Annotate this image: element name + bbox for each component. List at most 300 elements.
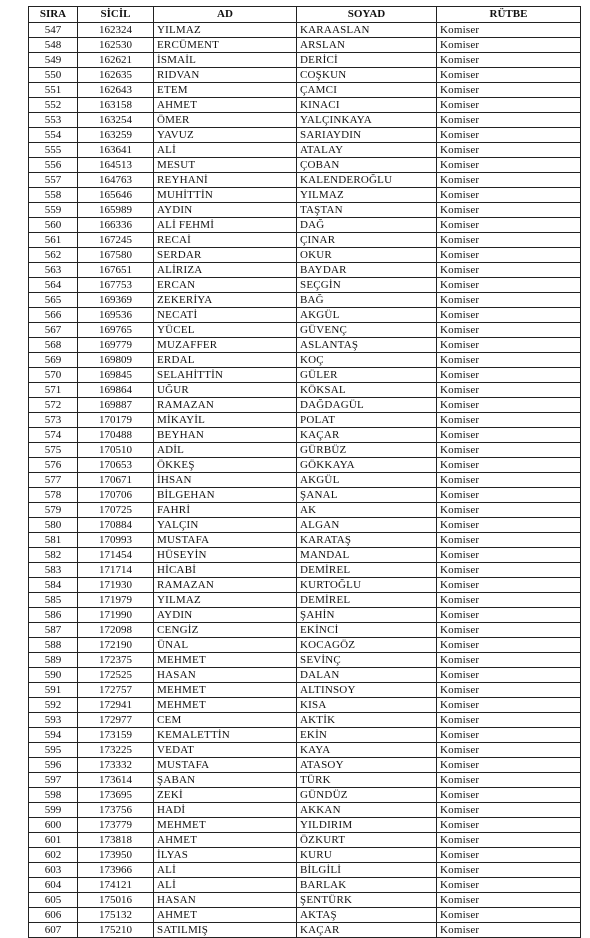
cell-sicil: 173779 bbox=[78, 818, 154, 833]
cell-rutbe: Komiser bbox=[437, 863, 581, 878]
cell-ad: HÜSEYİN bbox=[154, 548, 297, 563]
cell-sira: 584 bbox=[29, 578, 78, 593]
cell-ad: MUSTAFA bbox=[154, 533, 297, 548]
cell-rutbe: Komiser bbox=[437, 878, 581, 893]
cell-soyad: ÖZKURT bbox=[297, 833, 437, 848]
cell-sira: 556 bbox=[29, 158, 78, 173]
cell-sira: 598 bbox=[29, 788, 78, 803]
cell-rutbe: Komiser bbox=[437, 503, 581, 518]
table-row bbox=[29, 713, 581, 728]
cell-sira: 547 bbox=[29, 23, 78, 38]
cell-ad: MEHMET bbox=[154, 818, 297, 833]
table-row bbox=[29, 143, 581, 158]
cell-sira: 553 bbox=[29, 113, 78, 128]
cell-sicil: 167580 bbox=[78, 248, 154, 263]
cell-ad: VEDAT bbox=[154, 743, 297, 758]
cell-soyad: KAYA bbox=[297, 743, 437, 758]
cell-soyad: COŞKUN bbox=[297, 68, 437, 83]
table-row bbox=[29, 698, 581, 713]
cell-rutbe: Komiser bbox=[437, 383, 581, 398]
cell-soyad: OKUR bbox=[297, 248, 437, 263]
cell-sira: 583 bbox=[29, 563, 78, 578]
cell-sicil: 167753 bbox=[78, 278, 154, 293]
cell-soyad: GÜVENÇ bbox=[297, 323, 437, 338]
cell-sicil: 172525 bbox=[78, 668, 154, 683]
cell-sira: 568 bbox=[29, 338, 78, 353]
cell-soyad: DEMİREL bbox=[297, 593, 437, 608]
cell-sira: 579 bbox=[29, 503, 78, 518]
cell-ad: ALİ bbox=[154, 863, 297, 878]
cell-rutbe: Komiser bbox=[437, 323, 581, 338]
cell-sicil: 169369 bbox=[78, 293, 154, 308]
cell-ad: ALİ bbox=[154, 878, 297, 893]
cell-sicil: 163641 bbox=[78, 143, 154, 158]
cell-sicil: 173950 bbox=[78, 848, 154, 863]
cell-sira: 569 bbox=[29, 353, 78, 368]
cell-soyad: YILMAZ bbox=[297, 188, 437, 203]
cell-rutbe: Komiser bbox=[437, 743, 581, 758]
cell-rutbe: Komiser bbox=[437, 593, 581, 608]
cell-sicil: 169864 bbox=[78, 383, 154, 398]
cell-rutbe: Komiser bbox=[437, 713, 581, 728]
cell-ad: MEHMET bbox=[154, 698, 297, 713]
cell-ad: İSMAİL bbox=[154, 53, 297, 68]
cell-sicil: 162635 bbox=[78, 68, 154, 83]
cell-ad: AHMET bbox=[154, 98, 297, 113]
cell-sira: 548 bbox=[29, 38, 78, 53]
cell-soyad: KAÇAR bbox=[297, 923, 437, 938]
cell-sicil: 171979 bbox=[78, 593, 154, 608]
header-rutbe: RÜTBE bbox=[437, 7, 581, 23]
table-row bbox=[29, 923, 581, 938]
cell-ad: ERDAL bbox=[154, 353, 297, 368]
cell-soyad: ŞANAL bbox=[297, 488, 437, 503]
cell-sicil: 170671 bbox=[78, 473, 154, 488]
table-row bbox=[29, 458, 581, 473]
table-row bbox=[29, 413, 581, 428]
cell-sira: 602 bbox=[29, 848, 78, 863]
cell-rutbe: Komiser bbox=[437, 98, 581, 113]
cell-sicil: 169779 bbox=[78, 338, 154, 353]
table-row bbox=[29, 278, 581, 293]
cell-soyad: DERİCİ bbox=[297, 53, 437, 68]
cell-soyad: KAÇAR bbox=[297, 428, 437, 443]
cell-ad: RAMAZAN bbox=[154, 398, 297, 413]
cell-sira: 599 bbox=[29, 803, 78, 818]
cell-rutbe: Komiser bbox=[437, 578, 581, 593]
cell-sicil: 170993 bbox=[78, 533, 154, 548]
table-row bbox=[29, 863, 581, 878]
cell-rutbe: Komiser bbox=[437, 908, 581, 923]
cell-sira: 597 bbox=[29, 773, 78, 788]
cell-rutbe: Komiser bbox=[437, 788, 581, 803]
table-row bbox=[29, 293, 581, 308]
cell-soyad: KISA bbox=[297, 698, 437, 713]
table-row bbox=[29, 233, 581, 248]
table-row bbox=[29, 428, 581, 443]
cell-sicil: 171714 bbox=[78, 563, 154, 578]
cell-rutbe: Komiser bbox=[437, 833, 581, 848]
cell-rutbe: Komiser bbox=[437, 353, 581, 368]
cell-ad: RIDVAN bbox=[154, 68, 297, 83]
cell-ad: ETEM bbox=[154, 83, 297, 98]
cell-sira: 560 bbox=[29, 218, 78, 233]
table-row bbox=[29, 593, 581, 608]
cell-rutbe: Komiser bbox=[437, 278, 581, 293]
cell-sicil: 162643 bbox=[78, 83, 154, 98]
cell-sira: 575 bbox=[29, 443, 78, 458]
cell-rutbe: Komiser bbox=[437, 818, 581, 833]
cell-sira: 589 bbox=[29, 653, 78, 668]
cell-ad: MESUT bbox=[154, 158, 297, 173]
cell-ad: ERCÜMENT bbox=[154, 38, 297, 53]
cell-sicil: 172190 bbox=[78, 638, 154, 653]
cell-soyad: DAĞ bbox=[297, 218, 437, 233]
cell-soyad: YALÇINKAYA bbox=[297, 113, 437, 128]
cell-sicil: 169536 bbox=[78, 308, 154, 323]
cell-sira: 578 bbox=[29, 488, 78, 503]
cell-soyad: ASLANTAŞ bbox=[297, 338, 437, 353]
cell-soyad: SEVİNÇ bbox=[297, 653, 437, 668]
cell-ad: BEYHAN bbox=[154, 428, 297, 443]
table-row bbox=[29, 803, 581, 818]
cell-rutbe: Komiser bbox=[437, 23, 581, 38]
cell-sira: 554 bbox=[29, 128, 78, 143]
cell-sicil: 170884 bbox=[78, 518, 154, 533]
cell-sira: 592 bbox=[29, 698, 78, 713]
cell-rutbe: Komiser bbox=[437, 608, 581, 623]
table-row bbox=[29, 368, 581, 383]
cell-soyad: AKTAŞ bbox=[297, 908, 437, 923]
cell-soyad: ÇAMCI bbox=[297, 83, 437, 98]
table-row bbox=[29, 68, 581, 83]
cell-soyad: KÖKSAL bbox=[297, 383, 437, 398]
table-row bbox=[29, 848, 581, 863]
cell-sicil: 172941 bbox=[78, 698, 154, 713]
cell-rutbe: Komiser bbox=[437, 143, 581, 158]
cell-rutbe: Komiser bbox=[437, 518, 581, 533]
cell-sira: 607 bbox=[29, 923, 78, 938]
cell-soyad: KURU bbox=[297, 848, 437, 863]
cell-sicil: 169765 bbox=[78, 323, 154, 338]
cell-rutbe: Komiser bbox=[437, 158, 581, 173]
table-row bbox=[29, 878, 581, 893]
cell-ad: ERCAN bbox=[154, 278, 297, 293]
cell-rutbe: Komiser bbox=[437, 803, 581, 818]
cell-soyad: ATALAY bbox=[297, 143, 437, 158]
cell-sira: 573 bbox=[29, 413, 78, 428]
cell-ad: RAMAZAN bbox=[154, 578, 297, 593]
cell-ad: HİCABİ bbox=[154, 563, 297, 578]
cell-sicil: 172098 bbox=[78, 623, 154, 638]
cell-rutbe: Komiser bbox=[437, 533, 581, 548]
cell-rutbe: Komiser bbox=[437, 263, 581, 278]
cell-ad: SATILMIŞ bbox=[154, 923, 297, 938]
cell-sira: 559 bbox=[29, 203, 78, 218]
cell-soyad: DEMİREL bbox=[297, 563, 437, 578]
cell-soyad: ŞAHİN bbox=[297, 608, 437, 623]
cell-sira: 605 bbox=[29, 893, 78, 908]
cell-sicil: 165989 bbox=[78, 203, 154, 218]
cell-rutbe: Komiser bbox=[437, 488, 581, 503]
table-row bbox=[29, 263, 581, 278]
cell-soyad: ALTINSOY bbox=[297, 683, 437, 698]
cell-sicil: 173225 bbox=[78, 743, 154, 758]
cell-rutbe: Komiser bbox=[437, 83, 581, 98]
cell-rutbe: Komiser bbox=[437, 683, 581, 698]
table-row bbox=[29, 563, 581, 578]
cell-sira: 567 bbox=[29, 323, 78, 338]
table-row bbox=[29, 503, 581, 518]
cell-rutbe: Komiser bbox=[437, 773, 581, 788]
cell-soyad: KOÇ bbox=[297, 353, 437, 368]
cell-ad: ALİRIZA bbox=[154, 263, 297, 278]
cell-soyad: GÜLER bbox=[297, 368, 437, 383]
cell-sira: 585 bbox=[29, 593, 78, 608]
cell-ad: MUZAFFER bbox=[154, 338, 297, 353]
cell-soyad: ALGAN bbox=[297, 518, 437, 533]
personnel-table bbox=[28, 6, 581, 938]
cell-rutbe: Komiser bbox=[437, 653, 581, 668]
cell-ad: MİKAYİL bbox=[154, 413, 297, 428]
cell-sira: 551 bbox=[29, 83, 78, 98]
cell-sira: 566 bbox=[29, 308, 78, 323]
table-row bbox=[29, 98, 581, 113]
cell-sira: 576 bbox=[29, 458, 78, 473]
cell-sira: 558 bbox=[29, 188, 78, 203]
cell-sicil: 170706 bbox=[78, 488, 154, 503]
cell-ad: NECATİ bbox=[154, 308, 297, 323]
cell-soyad: BİLGİLİ bbox=[297, 863, 437, 878]
cell-sira: 570 bbox=[29, 368, 78, 383]
cell-rutbe: Komiser bbox=[437, 338, 581, 353]
table-row bbox=[29, 173, 581, 188]
cell-soyad: DAĞDAGÜL bbox=[297, 398, 437, 413]
cell-soyad: GÜRBÜZ bbox=[297, 443, 437, 458]
cell-ad: YAVUZ bbox=[154, 128, 297, 143]
table-row bbox=[29, 743, 581, 758]
cell-sicil: 169809 bbox=[78, 353, 154, 368]
cell-sira: 586 bbox=[29, 608, 78, 623]
cell-rutbe: Komiser bbox=[437, 443, 581, 458]
cell-soyad: KARATAŞ bbox=[297, 533, 437, 548]
cell-ad: RECAİ bbox=[154, 233, 297, 248]
cell-sira: 604 bbox=[29, 878, 78, 893]
cell-sira: 561 bbox=[29, 233, 78, 248]
cell-ad: SERDAR bbox=[154, 248, 297, 263]
cell-ad: REYHANİ bbox=[154, 173, 297, 188]
cell-soyad: EKİN bbox=[297, 728, 437, 743]
cell-rutbe: Komiser bbox=[437, 698, 581, 713]
cell-soyad: AKGÜL bbox=[297, 308, 437, 323]
cell-soyad: AKKAN bbox=[297, 803, 437, 818]
cell-ad: MEHMET bbox=[154, 653, 297, 668]
cell-sira: 595 bbox=[29, 743, 78, 758]
cell-sira: 603 bbox=[29, 863, 78, 878]
cell-sira: 571 bbox=[29, 383, 78, 398]
cell-rutbe: Komiser bbox=[437, 368, 581, 383]
cell-sira: 557 bbox=[29, 173, 78, 188]
cell-sicil: 175132 bbox=[78, 908, 154, 923]
table-row bbox=[29, 218, 581, 233]
cell-rutbe: Komiser bbox=[437, 38, 581, 53]
cell-ad: ALİ FEHMİ bbox=[154, 218, 297, 233]
table-row bbox=[29, 578, 581, 593]
cell-sira: 591 bbox=[29, 683, 78, 698]
cell-sicil: 175210 bbox=[78, 923, 154, 938]
cell-rutbe: Komiser bbox=[437, 68, 581, 83]
cell-soyad: BAYDAR bbox=[297, 263, 437, 278]
cell-ad: CENGİZ bbox=[154, 623, 297, 638]
cell-sira: 577 bbox=[29, 473, 78, 488]
cell-ad: HADİ bbox=[154, 803, 297, 818]
cell-sicil: 174121 bbox=[78, 878, 154, 893]
table-body bbox=[29, 23, 581, 938]
table-row bbox=[29, 668, 581, 683]
header-sicil: SİCİL bbox=[78, 7, 154, 23]
cell-sira: 600 bbox=[29, 818, 78, 833]
cell-sicil: 172757 bbox=[78, 683, 154, 698]
cell-rutbe: Komiser bbox=[437, 548, 581, 563]
cell-soyad: ÇINAR bbox=[297, 233, 437, 248]
cell-sicil: 170725 bbox=[78, 503, 154, 518]
cell-sicil: 172375 bbox=[78, 653, 154, 668]
cell-sicil: 173756 bbox=[78, 803, 154, 818]
table-row bbox=[29, 323, 581, 338]
cell-sira: 581 bbox=[29, 533, 78, 548]
cell-ad: AYDIN bbox=[154, 608, 297, 623]
cell-ad: MEHMET bbox=[154, 683, 297, 698]
cell-soyad: TAŞTAN bbox=[297, 203, 437, 218]
cell-rutbe: Komiser bbox=[437, 233, 581, 248]
cell-rutbe: Komiser bbox=[437, 53, 581, 68]
cell-sicil: 162621 bbox=[78, 53, 154, 68]
cell-soyad: KURTOĞLU bbox=[297, 578, 437, 593]
table-row bbox=[29, 158, 581, 173]
table-row bbox=[29, 53, 581, 68]
cell-ad: MUSTAFA bbox=[154, 758, 297, 773]
cell-rutbe: Komiser bbox=[437, 563, 581, 578]
cell-rutbe: Komiser bbox=[437, 623, 581, 638]
table-row bbox=[29, 353, 581, 368]
document-page bbox=[28, 6, 580, 938]
table-row bbox=[29, 398, 581, 413]
cell-sira: 572 bbox=[29, 398, 78, 413]
cell-sicil: 170488 bbox=[78, 428, 154, 443]
cell-sicil: 173695 bbox=[78, 788, 154, 803]
cell-soyad: ARSLAN bbox=[297, 38, 437, 53]
cell-soyad: BARLAK bbox=[297, 878, 437, 893]
cell-sicil: 166336 bbox=[78, 218, 154, 233]
table-row bbox=[29, 818, 581, 833]
cell-sicil: 171990 bbox=[78, 608, 154, 623]
header-soyad: SOYAD bbox=[297, 7, 437, 23]
table-row bbox=[29, 608, 581, 623]
cell-ad: KEMALETTİN bbox=[154, 728, 297, 743]
cell-sicil: 167651 bbox=[78, 263, 154, 278]
table-header-row bbox=[29, 7, 581, 23]
cell-sicil: 164763 bbox=[78, 173, 154, 188]
cell-rutbe: Komiser bbox=[437, 923, 581, 938]
table-row bbox=[29, 128, 581, 143]
table-row bbox=[29, 38, 581, 53]
cell-sicil: 163259 bbox=[78, 128, 154, 143]
cell-rutbe: Komiser bbox=[437, 248, 581, 263]
cell-rutbe: Komiser bbox=[437, 128, 581, 143]
cell-ad: İLYAS bbox=[154, 848, 297, 863]
cell-ad: ÖMER bbox=[154, 113, 297, 128]
table-row bbox=[29, 518, 581, 533]
cell-rutbe: Komiser bbox=[437, 638, 581, 653]
cell-ad: HASAN bbox=[154, 668, 297, 683]
table-row bbox=[29, 623, 581, 638]
cell-ad: YALÇIN bbox=[154, 518, 297, 533]
cell-ad: ADİL bbox=[154, 443, 297, 458]
cell-soyad: ÇOBAN bbox=[297, 158, 437, 173]
cell-ad: BİLGEHAN bbox=[154, 488, 297, 503]
cell-soyad: EKİNCİ bbox=[297, 623, 437, 638]
table-row bbox=[29, 833, 581, 848]
cell-sicil: 171930 bbox=[78, 578, 154, 593]
cell-rutbe: Komiser bbox=[437, 848, 581, 863]
cell-sira: 565 bbox=[29, 293, 78, 308]
cell-sira: 594 bbox=[29, 728, 78, 743]
cell-soyad: SARIAYDIN bbox=[297, 128, 437, 143]
table-row bbox=[29, 773, 581, 788]
cell-rutbe: Komiser bbox=[437, 473, 581, 488]
cell-rutbe: Komiser bbox=[437, 413, 581, 428]
cell-ad: MUHİTTİN bbox=[154, 188, 297, 203]
cell-rutbe: Komiser bbox=[437, 218, 581, 233]
cell-sicil: 162324 bbox=[78, 23, 154, 38]
cell-ad: AYDIN bbox=[154, 203, 297, 218]
cell-sira: 590 bbox=[29, 668, 78, 683]
cell-sira: 580 bbox=[29, 518, 78, 533]
cell-rutbe: Komiser bbox=[437, 428, 581, 443]
table-row bbox=[29, 473, 581, 488]
header-ad: AD bbox=[154, 7, 297, 23]
table-row bbox=[29, 308, 581, 323]
cell-sicil: 172977 bbox=[78, 713, 154, 728]
cell-sira: 606 bbox=[29, 908, 78, 923]
table-row bbox=[29, 383, 581, 398]
cell-ad: SELAHİTTİN bbox=[154, 368, 297, 383]
cell-sicil: 163158 bbox=[78, 98, 154, 113]
cell-sira: 552 bbox=[29, 98, 78, 113]
cell-soyad: DALAN bbox=[297, 668, 437, 683]
table-row bbox=[29, 488, 581, 503]
cell-sicil: 173966 bbox=[78, 863, 154, 878]
cell-sira: 550 bbox=[29, 68, 78, 83]
cell-soyad: KALENDEROĞLU bbox=[297, 173, 437, 188]
cell-sicil: 162530 bbox=[78, 38, 154, 53]
cell-ad: YÜCEL bbox=[154, 323, 297, 338]
table-row bbox=[29, 548, 581, 563]
cell-soyad: GÜNDÜZ bbox=[297, 788, 437, 803]
cell-sicil: 164513 bbox=[78, 158, 154, 173]
table-row bbox=[29, 188, 581, 203]
cell-sira: 582 bbox=[29, 548, 78, 563]
cell-soyad: KARAASLAN bbox=[297, 23, 437, 38]
table-row bbox=[29, 443, 581, 458]
cell-soyad: KINACI bbox=[297, 98, 437, 113]
table-row bbox=[29, 893, 581, 908]
cell-rutbe: Komiser bbox=[437, 668, 581, 683]
table-row bbox=[29, 533, 581, 548]
cell-ad: AHMET bbox=[154, 833, 297, 848]
table-row bbox=[29, 23, 581, 38]
cell-ad: CEM bbox=[154, 713, 297, 728]
